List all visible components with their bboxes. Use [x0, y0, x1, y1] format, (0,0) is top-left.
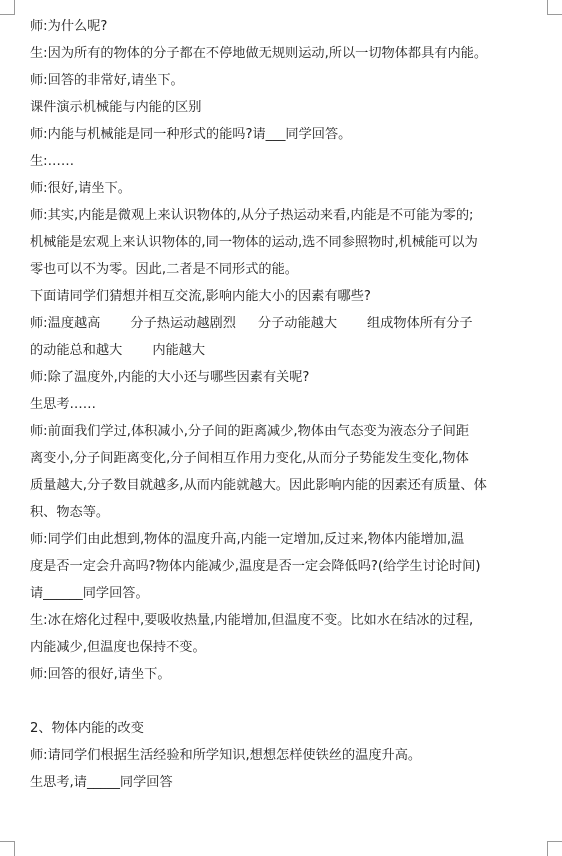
crop-mark-bottom-left: [0, 841, 15, 856]
text-line: 生:冰在熔化过程中,要吸收热量,内能增加,但温度不变。比如水在结冰的过程,: [30, 613, 474, 628]
text-line: 师:其实,内能是微观上来认识物体的,从分子热运动来看,内能是不可能为零的;: [30, 208, 474, 223]
section-heading: 2、物体内能的改变: [30, 721, 144, 736]
crop-mark-top-right: [547, 0, 562, 15]
text-line: 师:请同学们根据生活经验和所学知识,想想怎样使铁丝的温度升高。: [30, 748, 422, 763]
text-segment: 内能越大: [152, 343, 206, 358]
text-line: 师:除了温度外,内能的大小还与哪些因素有关呢?: [30, 370, 310, 385]
text-line: 生思考,请_____同学回答: [30, 775, 173, 790]
text-segment: 组成物体所有分子: [367, 316, 473, 331]
document-body: [30, 13, 535, 796]
text-line: 零也可以不为零。因此,二者是不同形式的能。: [30, 262, 298, 277]
text-line: 质量越大,分子数目就越多,从而内能就越大。因此影响内能的因素还有质量、体: [30, 478, 487, 493]
text-line: 生:……: [30, 154, 75, 169]
text-line: 内能减少,但温度也保持不变。: [30, 640, 206, 655]
text-segment: 的动能总和越大: [30, 343, 123, 358]
crop-mark-top-left: [0, 0, 15, 15]
text-line: 机械能是宏观上来认识物体的,同一物体的运动,选不同参照物时,机械能可以为: [30, 235, 478, 250]
text-line: 度是否一定会升高吗?物体内能减少,温度是否一定会降低吗?(给学生讨论时间): [30, 559, 481, 574]
text-line-columns: [30, 310, 535, 337]
text-line: 生思考……: [30, 397, 96, 412]
text-segment: 分子动能越大: [257, 316, 338, 331]
text-line: 下面请同学们猜想并相互交流,影响内能大小的因素有哪些?: [30, 289, 371, 304]
text-line: 离变小,分子间距离变化,分子间相互作用力变化,从而分子势能发生变化,物体: [30, 451, 469, 466]
text-line: 师:同学们由此想到,物体的温度升高,内能一定增加,反过来,物体内能增加,温: [30, 532, 465, 547]
blank-line: [30, 688, 535, 715]
text-line: 师:回答的非常好,请坐下。: [30, 73, 184, 88]
text-segment: 师:温度越高: [30, 316, 101, 331]
section-note: 课件演示机械能与内能的区别: [30, 100, 202, 115]
text-line-columns: [30, 337, 535, 364]
text-line: 师:内能与机械能是同一种形式的能吗?请___同学回答。: [30, 127, 352, 142]
text-line: 积、物态等。: [30, 505, 110, 520]
text-line: 师:为什么呢?: [30, 19, 108, 34]
text-line: 生:因为所有的物体的分子都在不停地做无规则运动,所以一切物体都具有内能。: [30, 46, 488, 61]
text-line: 师:很好,请坐下。: [30, 181, 131, 196]
text-line: 师:前面我们学过,体积减小,分子间的距离减少,物体由气态变为液态分子间距: [30, 424, 470, 439]
text-line: 师:回答的很好,请坐下。: [30, 667, 171, 682]
text-segment: 分子热运动越剧烈: [130, 316, 236, 331]
crop-mark-bottom-right: [547, 841, 562, 856]
text-line: 请______同学回答。: [30, 586, 149, 601]
